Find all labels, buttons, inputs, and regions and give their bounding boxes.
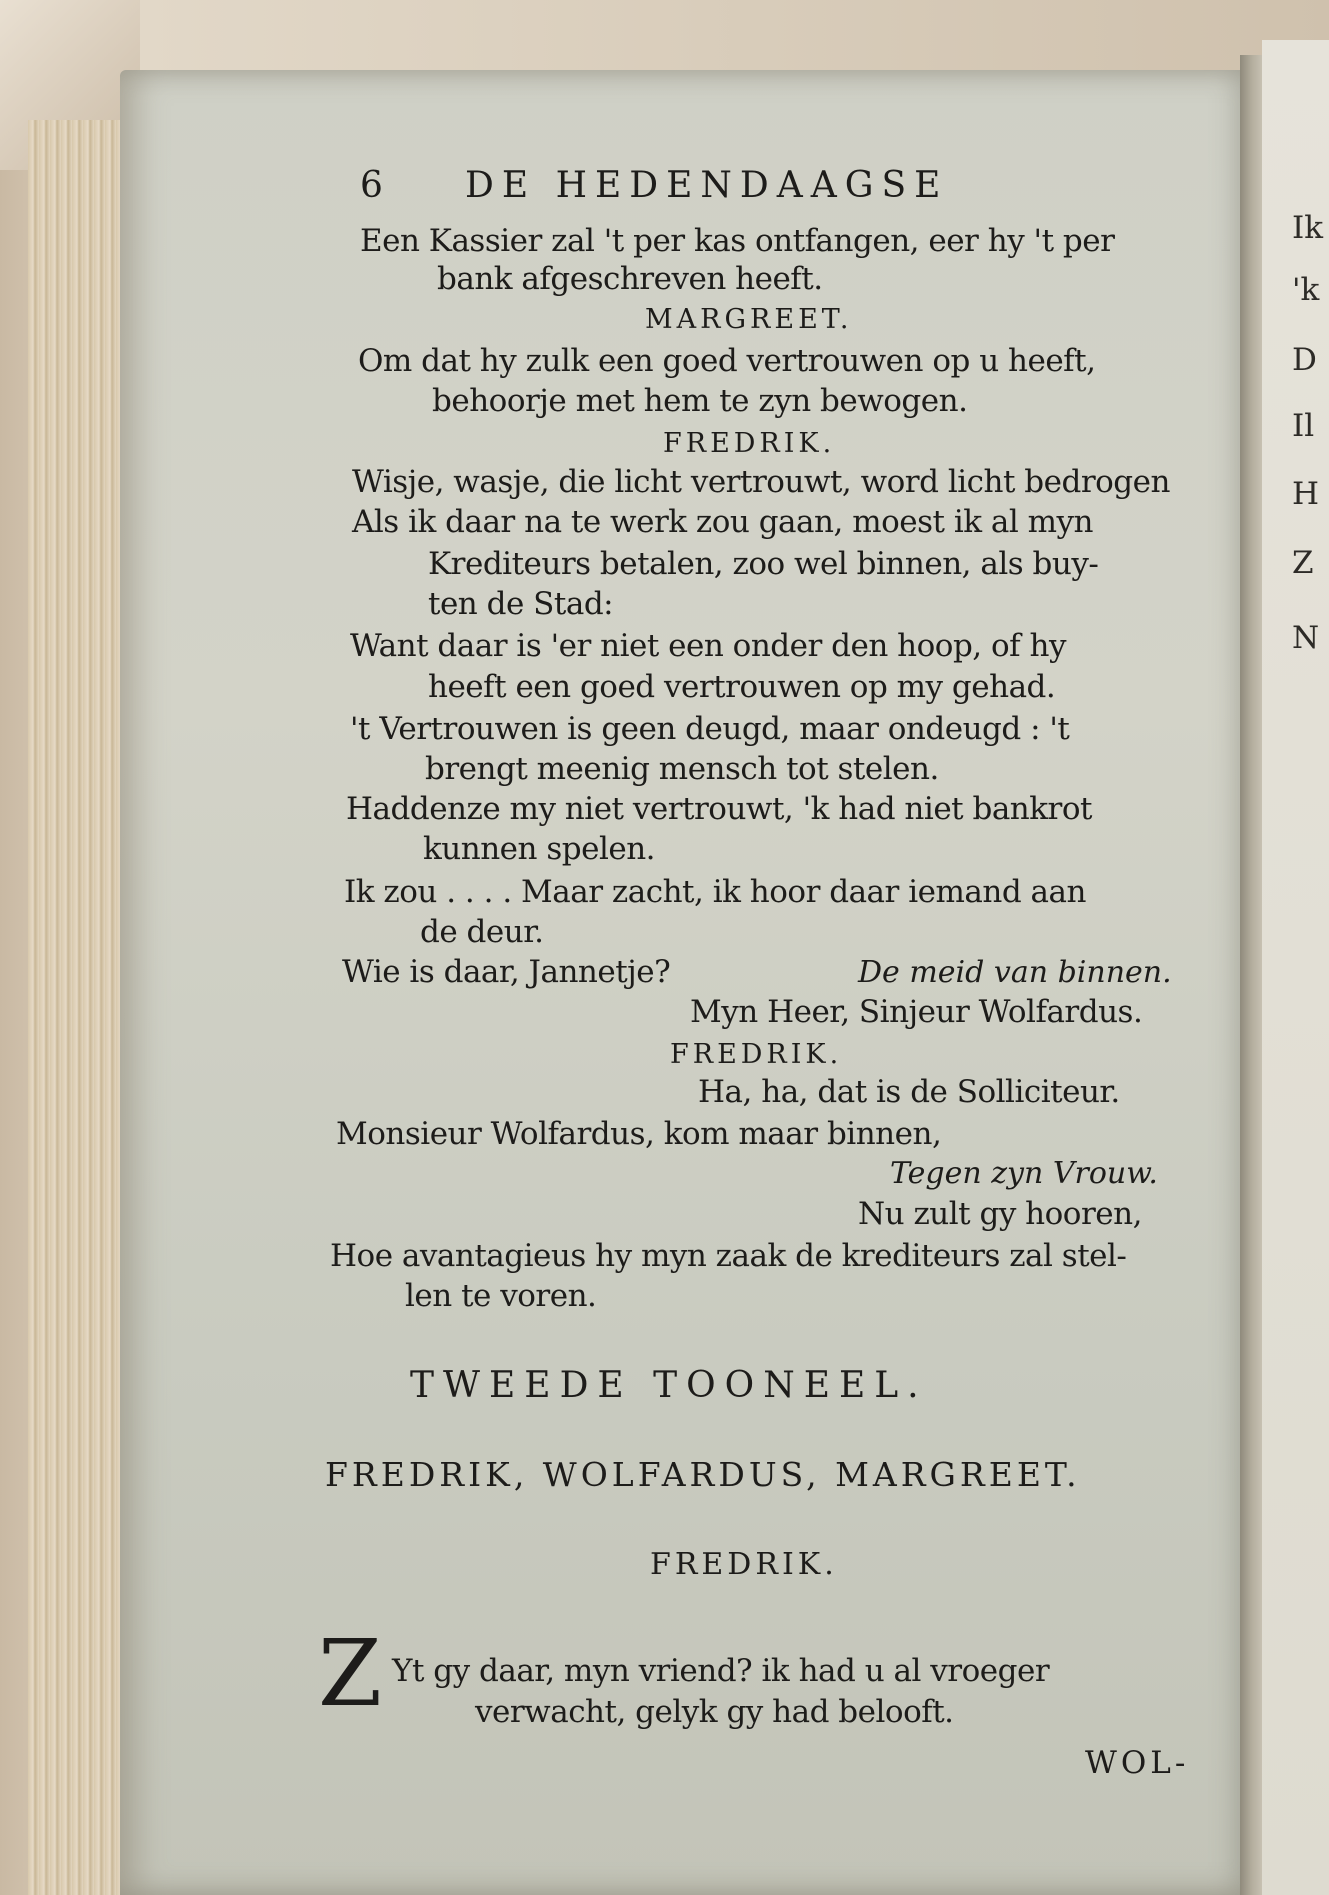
facing-fragment: N [1292,620,1320,656]
text-line: Nu zult gy hooren, [858,1196,1142,1232]
facing-fragment: Ik [1292,210,1324,246]
text-line: Yt gy daar, myn vriend? ik had u al vroeger [392,1653,1050,1689]
text-line: Hoe avantagieus hy myn zaak de krediteurs zal stel- [330,1238,1127,1274]
speaker-name: MARGREET. [645,304,853,335]
facing-fragment: 'k [1292,272,1320,308]
text-line: verwacht, gelyk gy had belooft. [475,1694,954,1730]
text-line: bank afgeschreven heeft. [437,261,823,297]
stage-direction: Tegen zyn Vrouw. [890,1156,1158,1191]
facing-fragment: H [1292,476,1320,512]
page-number: 6 [360,165,385,206]
facing-fragment: Il [1292,408,1315,444]
text-line: behoorje met hem te zyn bewogen. [432,383,968,419]
text-line: Wisje, wasje, die licht vertrouwt, word licht bedrogen [352,464,1170,500]
speaker-name: FREDRIK. [663,428,836,459]
text-line: kunnen spelen. [423,831,656,867]
text-line: len te voren. [405,1278,597,1314]
facing-fragment: D [1292,342,1317,378]
text-line: brengt meenig mensch tot stelen. [425,751,939,787]
catchword: WOL- [1085,1745,1190,1781]
text-line: Krediteurs betalen, zoo wel binnen, als buy- [428,546,1099,582]
speaker-name: FREDRIK. [650,1547,838,1582]
text-line: ten de Stad: [428,586,614,622]
text-line: Myn Heer, Sinjeur Wolfardus. [690,994,1143,1030]
scene-title: TWEEDE TOONEEL. [410,1365,928,1406]
drop-cap: Z [318,1620,382,1727]
stage-direction: De meid van binnen. [858,955,1172,990]
scene-cast: FREDRIK, WOLFARDUS, MARGREET. [325,1455,1081,1494]
text-line: Want daar is 'er niet een onder den hoop, of hy [350,628,1066,664]
speaker-name: FREDRIK. [670,1039,843,1070]
text-line: Ha, ha, dat is de Solliciteur. [698,1074,1120,1110]
text-line: Ik zou . . . . Maar zacht, ik hoor daar iemand aan [344,874,1086,910]
running-head: DE HEDENDAAGSE [465,165,949,206]
text-line: 't Vertrouwen is geen deugd, maar ondeugd : 't [350,711,1070,747]
text-line: heeft een goed vertrouwen op my gehad. [428,669,1056,705]
text-line: Monsieur Wolfardus, kom maar binnen, [336,1116,942,1152]
text-line: Wie is daar, Jannetje? [342,954,671,990]
text-line: Een Kassier zal 't per kas ontfangen, eer hy 't per [360,223,1115,259]
text-line: Haddenze my niet vertrouwt, 'k had niet bankrot [346,791,1092,827]
text-line: de deur. [420,914,544,950]
text-line: Om dat hy zulk een goed vertrouwen op u heeft, [358,343,1096,379]
text-line: Als ik daar na te werk zou gaan, moest ik al myn [352,504,1093,540]
facing-fragment: Z [1292,545,1314,581]
